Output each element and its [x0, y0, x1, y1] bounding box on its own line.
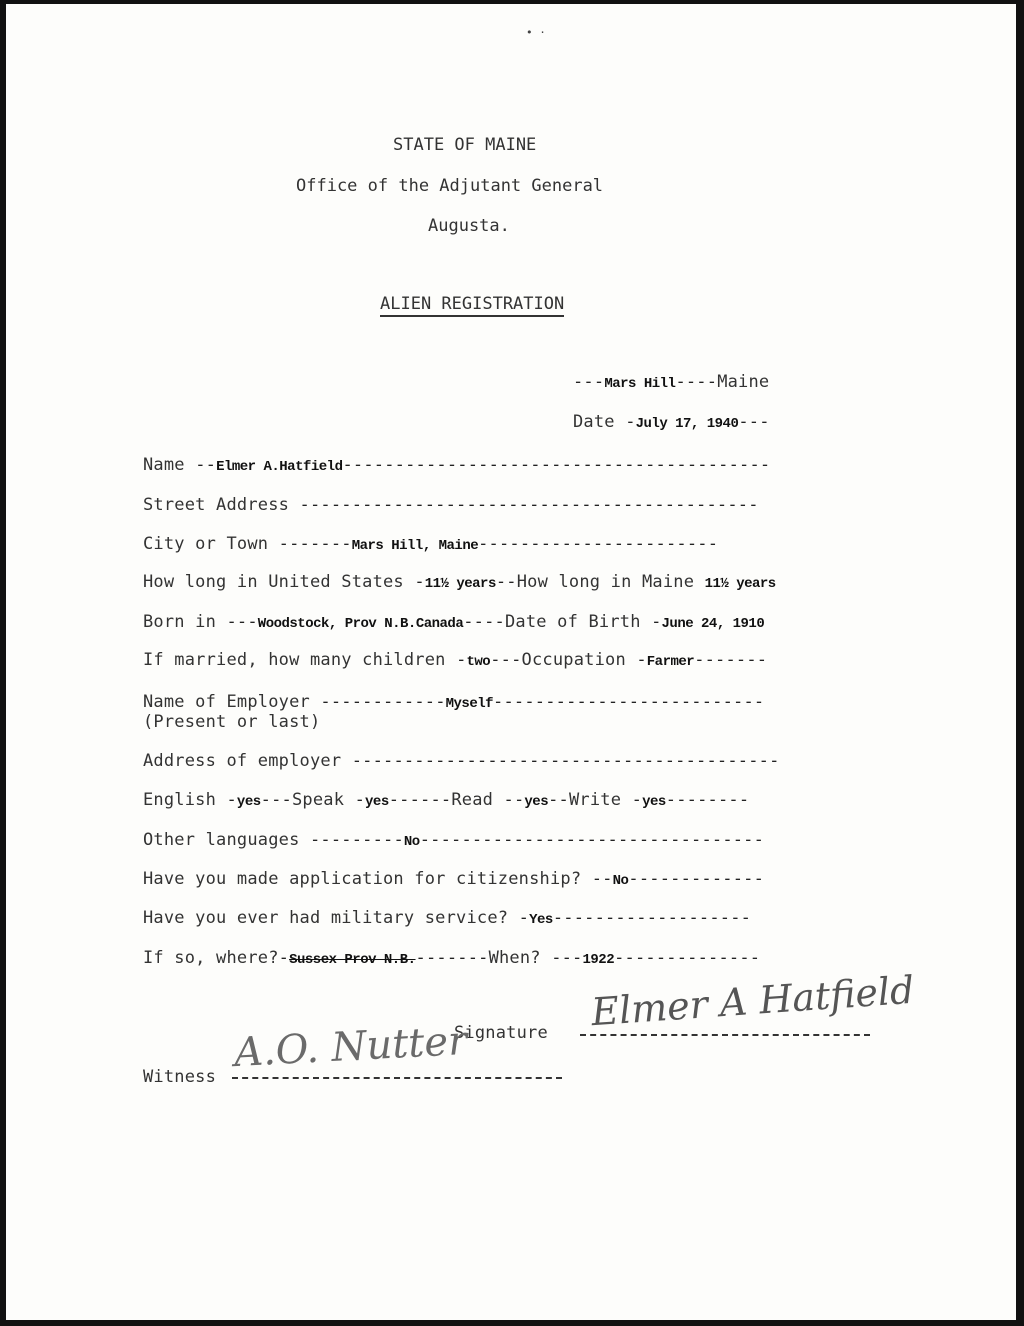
- children-value: two: [466, 654, 491, 670]
- citizenship-label: Have you made application for citizenship?: [143, 869, 582, 889]
- employer-sublabel: (Present or last): [143, 712, 321, 732]
- children-label: If married, how many children: [143, 650, 446, 670]
- maine-stay-value: 11½ years: [704, 576, 776, 592]
- english-label: English: [143, 790, 217, 810]
- occupation-label: Occupation: [521, 650, 626, 670]
- english-row: English -yes---Speak -yes------Read --yes--Write -yes--------: [143, 790, 750, 810]
- document-page: [6, 4, 1016, 1320]
- witness-label: Witness: [143, 1067, 217, 1087]
- military-value: Yes: [529, 912, 553, 928]
- date-label: Date: [573, 412, 615, 432]
- read-value: yes: [524, 794, 549, 810]
- state-heading: STATE OF MAINE: [393, 135, 537, 155]
- employer-row: Name of Employer ------------Myself--------------------------: [143, 692, 765, 712]
- employer-value: Myself: [445, 696, 494, 712]
- where-value: Sussex Prov N.B.: [289, 952, 416, 968]
- employer-label: Name of Employer: [143, 692, 310, 712]
- page-marks: • ·: [526, 26, 546, 39]
- maine-stay-label: How long in Maine: [516, 572, 695, 592]
- dob-value: June 24, 1910: [661, 616, 765, 632]
- name-value: Elmer A.Hatfield: [216, 459, 343, 475]
- employer-address-row: Address of employer -----------------------------------------: [143, 751, 780, 771]
- us-stay-label: How long in United States: [143, 572, 404, 592]
- us-stay-value: 11½ years: [424, 576, 496, 592]
- signature-label: Signature: [454, 1023, 548, 1043]
- write-label: Write: [569, 790, 622, 810]
- date-value: July 17, 1940: [635, 416, 739, 432]
- when-label: When?: [488, 948, 541, 968]
- date-line: Date -July 17, 1940---: [573, 412, 770, 432]
- city-row: City or Town -------Mars Hill, Maine-----------------------: [143, 534, 719, 554]
- occupation-value: Farmer: [646, 654, 695, 670]
- place-value: Mars Hill: [604, 376, 676, 392]
- street-label: Street Address: [143, 495, 290, 515]
- languages-label: Other languages: [143, 830, 300, 850]
- speak-label: Speak: [291, 790, 345, 810]
- dob-label: Date of Birth: [504, 612, 641, 632]
- speak-value: yes: [365, 794, 389, 810]
- place-suffix: Maine: [717, 372, 770, 392]
- street-row: Street Address --------------------------------------------: [143, 495, 759, 515]
- citizenship-row: Have you made application for citizenship? --No-------------: [143, 869, 765, 889]
- english-value: yes: [236, 794, 261, 810]
- military-label: Have you ever had military service?: [143, 908, 509, 928]
- where-row: If so, where?-Sussex Prov N.B.-------When? ---1922--------------: [143, 948, 761, 968]
- city-label: City or Town: [143, 534, 269, 554]
- where-label: If so, where?: [143, 948, 279, 968]
- birth-row: Born in ---Woodstock, Prov N.B.Canada----Date of Birth -June 24, 1910: [143, 612, 765, 632]
- name-row: Name --Elmer A.Hatfield-----------------------------------------: [143, 455, 771, 475]
- city-value: Mars Hill, Maine: [351, 538, 479, 554]
- family-row: If married, how many children -two---Occupation -Farmer-------: [143, 650, 768, 670]
- office-heading: Office of the Adjutant General: [296, 176, 604, 196]
- read-label: Read: [451, 790, 494, 810]
- signature-handwriting: Elmer A Hatfield: [589, 967, 916, 1035]
- signature-line: [580, 1034, 870, 1036]
- form-title: ALIEN REGISTRATION: [380, 294, 564, 317]
- name-label: Name: [143, 455, 185, 475]
- military-row: Have you ever had military service? -Yes-------------------: [143, 908, 752, 928]
- citizenship-value: No: [612, 873, 629, 889]
- when-value: 1922: [582, 952, 615, 968]
- residence-row: How long in United States -11½ years--How long in Maine 11½ years: [143, 572, 776, 592]
- witness-line: [232, 1077, 562, 1079]
- witness-handwriting: A.O. Nutter: [232, 1017, 469, 1077]
- write-value: yes: [642, 794, 666, 810]
- born-value: Woodstock, Prov N.B.Canada: [257, 616, 464, 632]
- born-label: Born in: [143, 612, 217, 632]
- city-heading: Augusta.: [428, 216, 510, 236]
- employer-address-label: Address of employer: [143, 751, 342, 771]
- languages-value: No: [403, 834, 420, 850]
- languages-row: Other languages ---------No---------------------------------: [143, 830, 765, 850]
- place-line: ---Mars Hill----Maine: [573, 372, 770, 392]
